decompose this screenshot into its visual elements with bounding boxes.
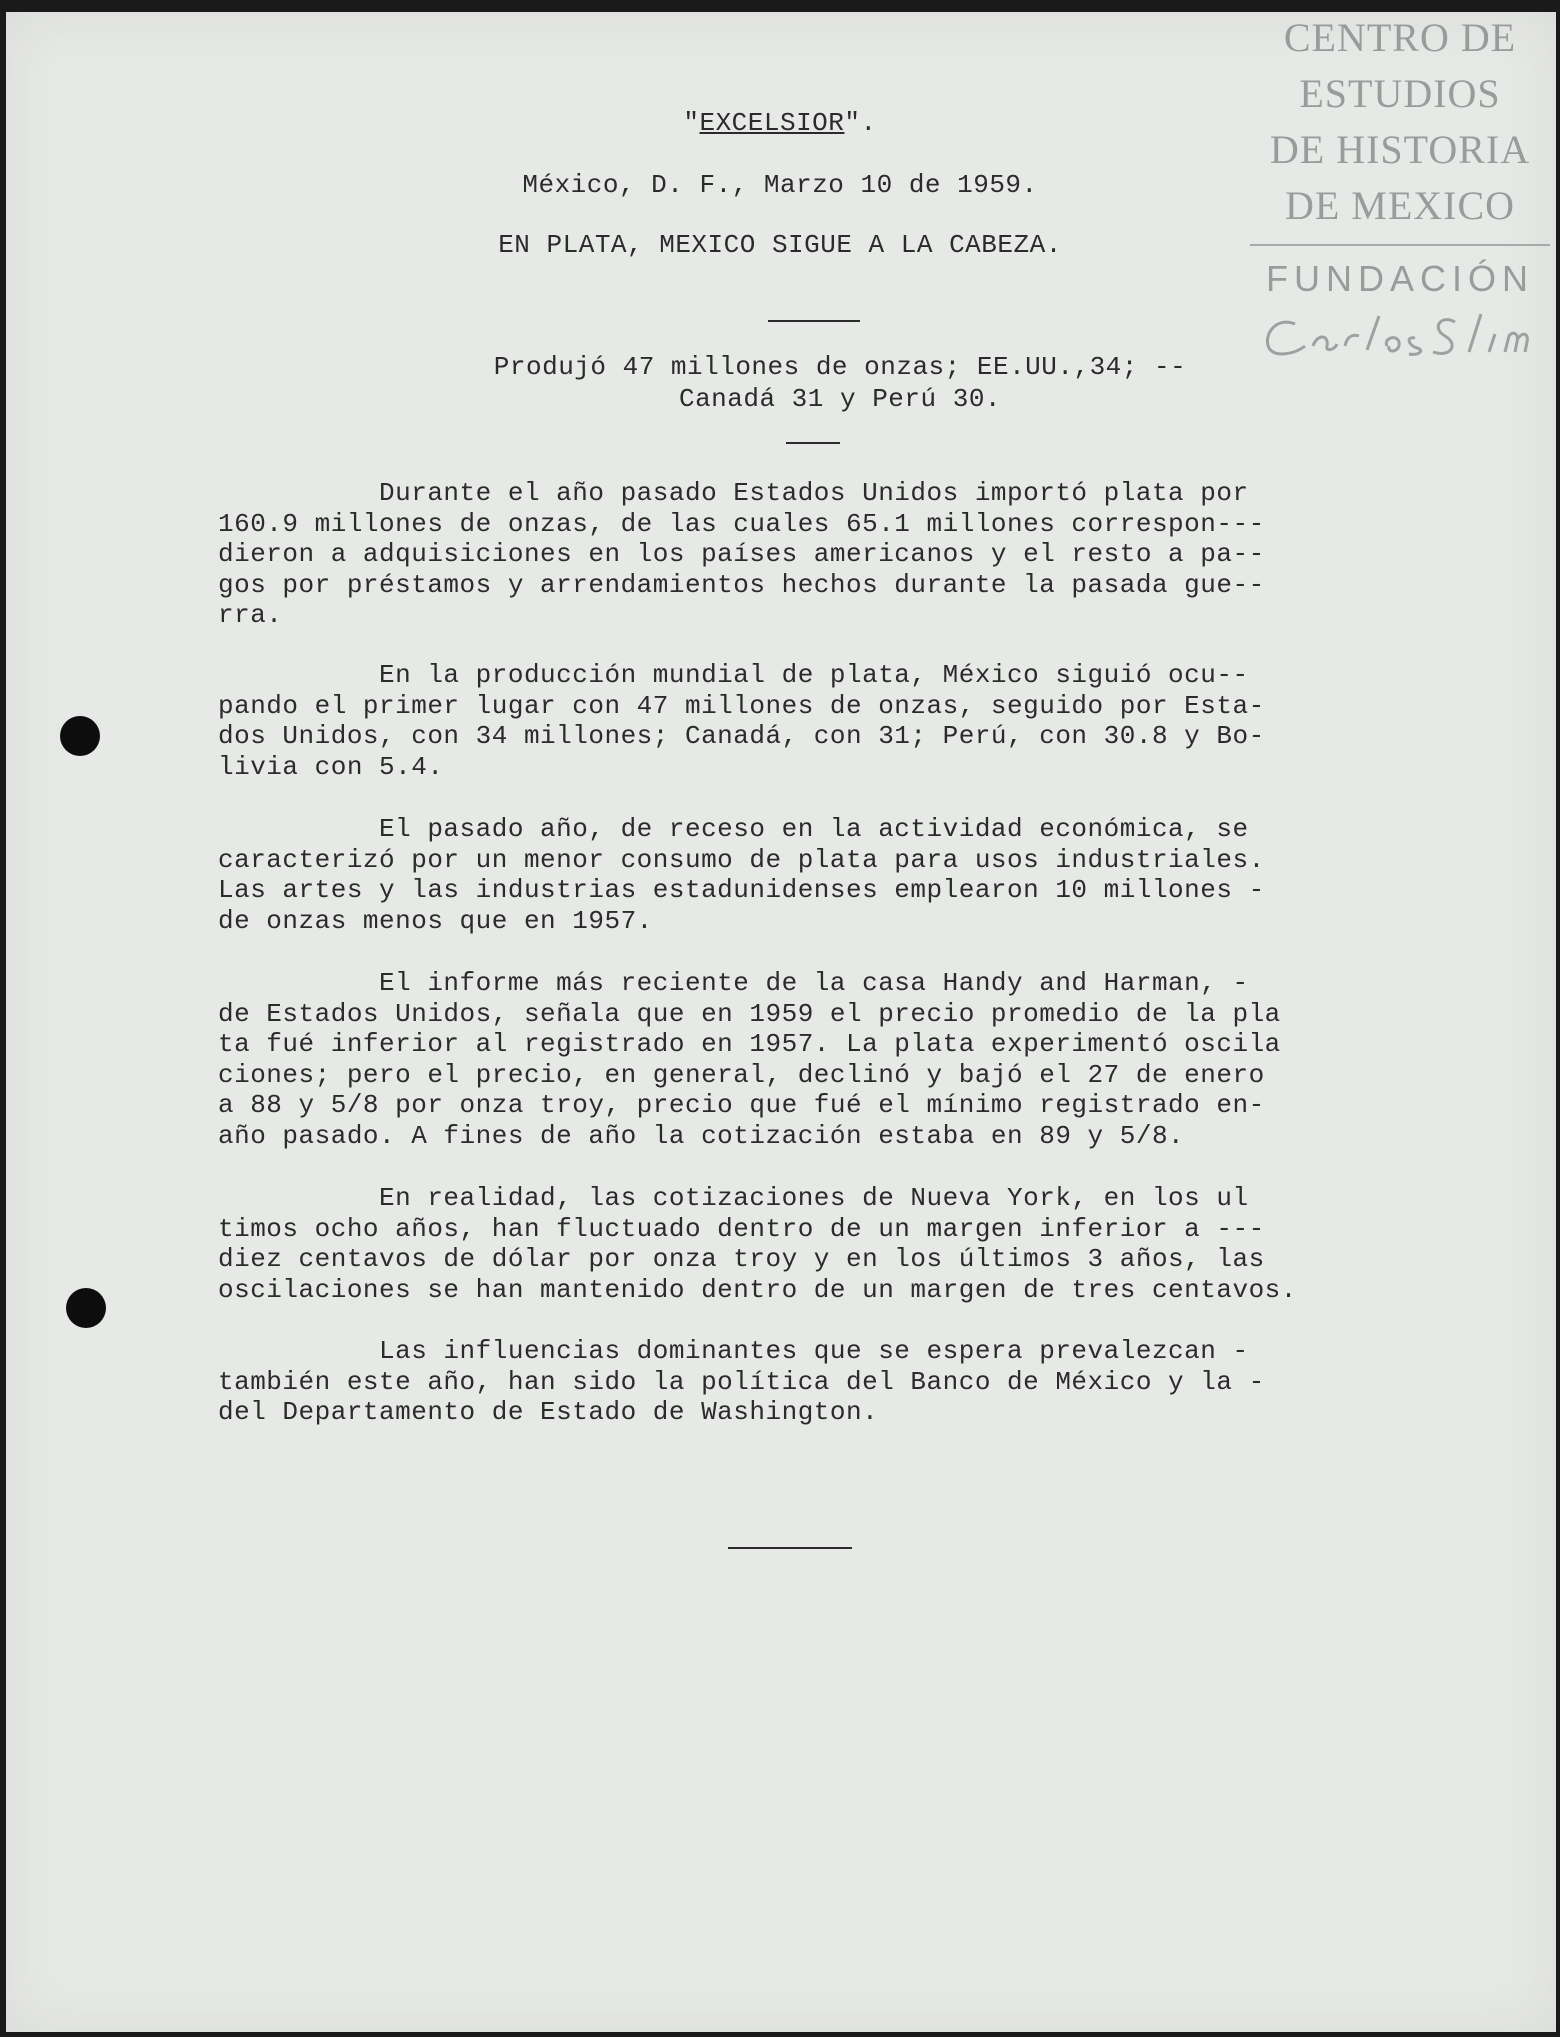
text-line: rra. bbox=[218, 600, 283, 630]
text-line: Durante el año pasado Estados Unidos importó plata por bbox=[218, 478, 1249, 508]
binder-hole bbox=[66, 1288, 106, 1328]
text-line: también este año, han sido la política del Banco de México y la - bbox=[218, 1366, 1265, 1397]
paragraph bbox=[218, 660, 1438, 782]
divider-rule bbox=[786, 442, 840, 444]
text-line: del Departamento de Estado de Washington. bbox=[218, 1397, 879, 1427]
text-line: El informe más reciente de la casa Handy and Harman, - bbox=[218, 968, 1249, 998]
text-line: dieron a adquisiciones en los países americanos y el resto a pa-- bbox=[218, 539, 1265, 569]
text-line: de onzas menos que en 1957. bbox=[218, 905, 653, 936]
text-line: Las artes y las industrias estadunidenses emplearon 10 millones - bbox=[218, 875, 1265, 905]
paragraph bbox=[218, 968, 1438, 1151]
text-line: pando el primer lugar con 47 millones de onzas, seguido por Esta- bbox=[218, 690, 1265, 721]
paragraph bbox=[218, 814, 1438, 936]
paragraph bbox=[218, 478, 1438, 631]
paragraph bbox=[218, 1183, 1438, 1305]
subhead-line: Produjó 47 millones de onzas; EE.UU.,34; -- bbox=[493, 352, 1187, 382]
text-line: a 88 y 5/8 por onza troy, precio que fué el mínimo registrado en- bbox=[218, 1090, 1265, 1120]
text-line: gos por préstamos y arrendamientos hechos durante la pasada gue-- bbox=[218, 569, 1265, 600]
text-line: En la producción mundial de plata, México siguió ocu-- bbox=[218, 660, 1249, 690]
text-line: ciones; pero el precio, en general, declinó y bajó el 27 de enero bbox=[218, 1059, 1265, 1090]
text-line: año pasado. A fines de año la cotización estaba en 89 y 5/8. bbox=[218, 1120, 1185, 1151]
dateline: México, D. F., Marzo 10 de 1959. bbox=[522, 170, 1038, 200]
text-line: timos ocho años, han fluctuado dentro de un margen inferior a --- bbox=[218, 1213, 1265, 1244]
text-line: dos Unidos, con 34 millones; Canadá, con 31; Perú, con 30.8 y Bo- bbox=[218, 721, 1265, 751]
text-line: diez centavos de dólar por onza troy y en los últimos 3 años, las bbox=[218, 1244, 1265, 1274]
text-line: En realidad, las cotizaciones de Nueva York, en los ul bbox=[218, 1183, 1249, 1213]
binder-hole bbox=[60, 716, 100, 756]
paragraph bbox=[218, 1336, 1438, 1428]
text-line: Las influencias dominantes que se espera prevalezcan - bbox=[218, 1336, 1249, 1366]
stamp-line: CENTRO DE bbox=[1283, 15, 1517, 60]
stamp-foundation: FUNDACIÓN bbox=[1266, 258, 1534, 299]
text-line: livia con 5.4. bbox=[218, 751, 444, 782]
text-line: El pasado año, de receso en la actividad económica, se bbox=[218, 814, 1249, 844]
text-line: caracterizó por un menor consumo de plata para usos industriales. bbox=[218, 844, 1265, 875]
stamp-line: ESTUDIOS bbox=[1299, 71, 1501, 116]
text-line: ta fué inferior al registrado en 1957. La plata experimentó oscila bbox=[218, 1029, 1281, 1059]
divider-rule bbox=[768, 320, 860, 322]
text-line: 160.9 millones de onzas, de las cuales 65.1 millones correspon--- bbox=[218, 508, 1265, 539]
subhead-line: Canadá 31 y Perú 30. bbox=[678, 384, 1002, 414]
text-line: de Estados Unidos, señala que en 1959 el precio promedio de la pla bbox=[218, 998, 1281, 1029]
text-line: oscilaciones se han mantenido dentro de un margen de tres centavos. bbox=[218, 1274, 1297, 1305]
end-rule bbox=[728, 1547, 852, 1549]
headline: EN PLATA, MEXICO SIGUE A LA CABEZA. bbox=[498, 230, 1062, 260]
newspaper-title: EXCELSIOR bbox=[699, 108, 845, 138]
stamp-line: DE HISTORIA bbox=[1269, 127, 1531, 172]
stamp-line: DE MEXICO bbox=[1284, 183, 1516, 228]
newspaper-name: "EXCELSIOR". bbox=[683, 108, 877, 138]
